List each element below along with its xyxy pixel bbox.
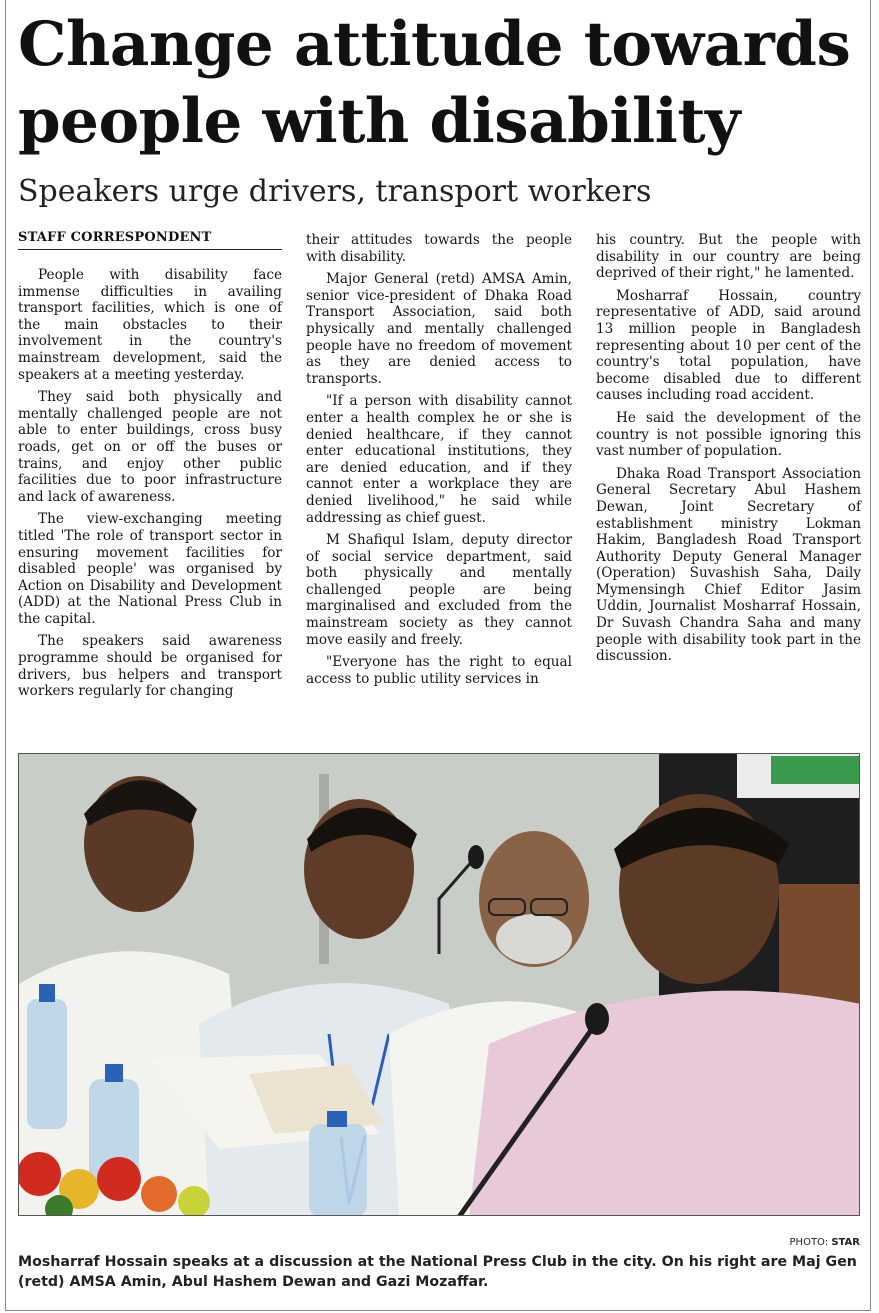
paragraph: "If a person with disability cannot enter a health complex he or she is denied healthcare, if they cannot enter educational institutions, they are denied education, and if they cannot enter a workplace they are denied livelihood," he said while addressing as chief guest. xyxy=(306,393,572,526)
paragraph: Dhaka Road Transport Association General Secretary Abul Hashem Dewan, Joint Secretary of establishment ministry Lokman Hakim, Bangladesh Road Transport Authority Deputy General Manager (Operation) Suvashish Saha, Daily Mymensingh Chief Editor Jasim Uddin, Journalist Mosharraf Hossain, Dr Suvash Chandra Saha and many people with disability took part in the discussion. xyxy=(596,465,861,665)
byline-text: STAFF CORRESPONDENT xyxy=(18,230,212,245)
paragraph: Major General (retd) AMSA Amin, senior vice-president of Dhaka Road Transport Association, said both physically and mentally challenged people have no freedom of movement as they are denied access to transports. xyxy=(306,271,572,387)
photo-credit-label: PHOTO: xyxy=(789,1237,829,1248)
article-subheadline: Speakers urge drivers, transport workers xyxy=(18,174,652,209)
paragraph: People with disability face immense difficulties in availing transport facilities, which is one of the main obstacles to their involvement in the country's mainstream development, said the speakers at a meeting yesterday. xyxy=(18,267,282,383)
paragraph: The view-exchanging meeting titled 'The role of transport sector in ensuring movement facilities for disabled people' was organised by Action on Disability and Development (ADD) at the National Press Club in the capital. xyxy=(18,511,282,627)
article-column-3 xyxy=(596,232,861,671)
paragraph: They said both physically and mentally challenged people are not able to enter buildings, cross busy roads, get on or off the buses or trains, and enjoy other public facilities due to poor infrastructure and lack of awareness. xyxy=(18,389,282,505)
photo-illustration xyxy=(19,754,860,1216)
paragraph-continued: their attitudes towards the people with disability. xyxy=(306,232,572,265)
article-headline: Change attitude towards people with disability xyxy=(18,9,851,157)
news-photo xyxy=(18,753,860,1216)
paragraph: M Shafiqul Islam, deputy director of social service department, said both physically and mentally challenged people are being marginalised and excluded from the mainstream society as they cannot move easily and freely. xyxy=(306,532,572,648)
photo-credit xyxy=(700,1237,860,1248)
paragraph: Mosharraf Hossain, country representative of ADD, said around 13 million people in Bangladesh representing about 10 per cent of the country's total population, have become disabled due to different causes including road accident. xyxy=(596,287,861,404)
paragraph-continued: his country. But the people with disability in our country are being deprived of their right," he lamented. xyxy=(596,232,861,282)
paragraph: He said the development of the country is not possible ignoring this vast number of population. xyxy=(596,409,861,460)
photo-caption: Mosharraf Hossain speaks at a discussion at the National Press Club in the city. On his right are Maj Gen (retd) AMSA Amin, Abul Hashem Dewan and Gazi Mozaffar. xyxy=(18,1254,857,1290)
byline xyxy=(18,229,282,250)
article-column-1 xyxy=(18,267,282,706)
paragraph: "Everyone has the right to equal access to public utility services in xyxy=(306,654,572,687)
paragraph: The speakers said awareness programme should be organised for drivers, bus helpers and transport workers regularly for changing xyxy=(18,633,282,700)
article-column-2 xyxy=(306,232,572,693)
photo-credit-source: STAR xyxy=(831,1237,860,1248)
